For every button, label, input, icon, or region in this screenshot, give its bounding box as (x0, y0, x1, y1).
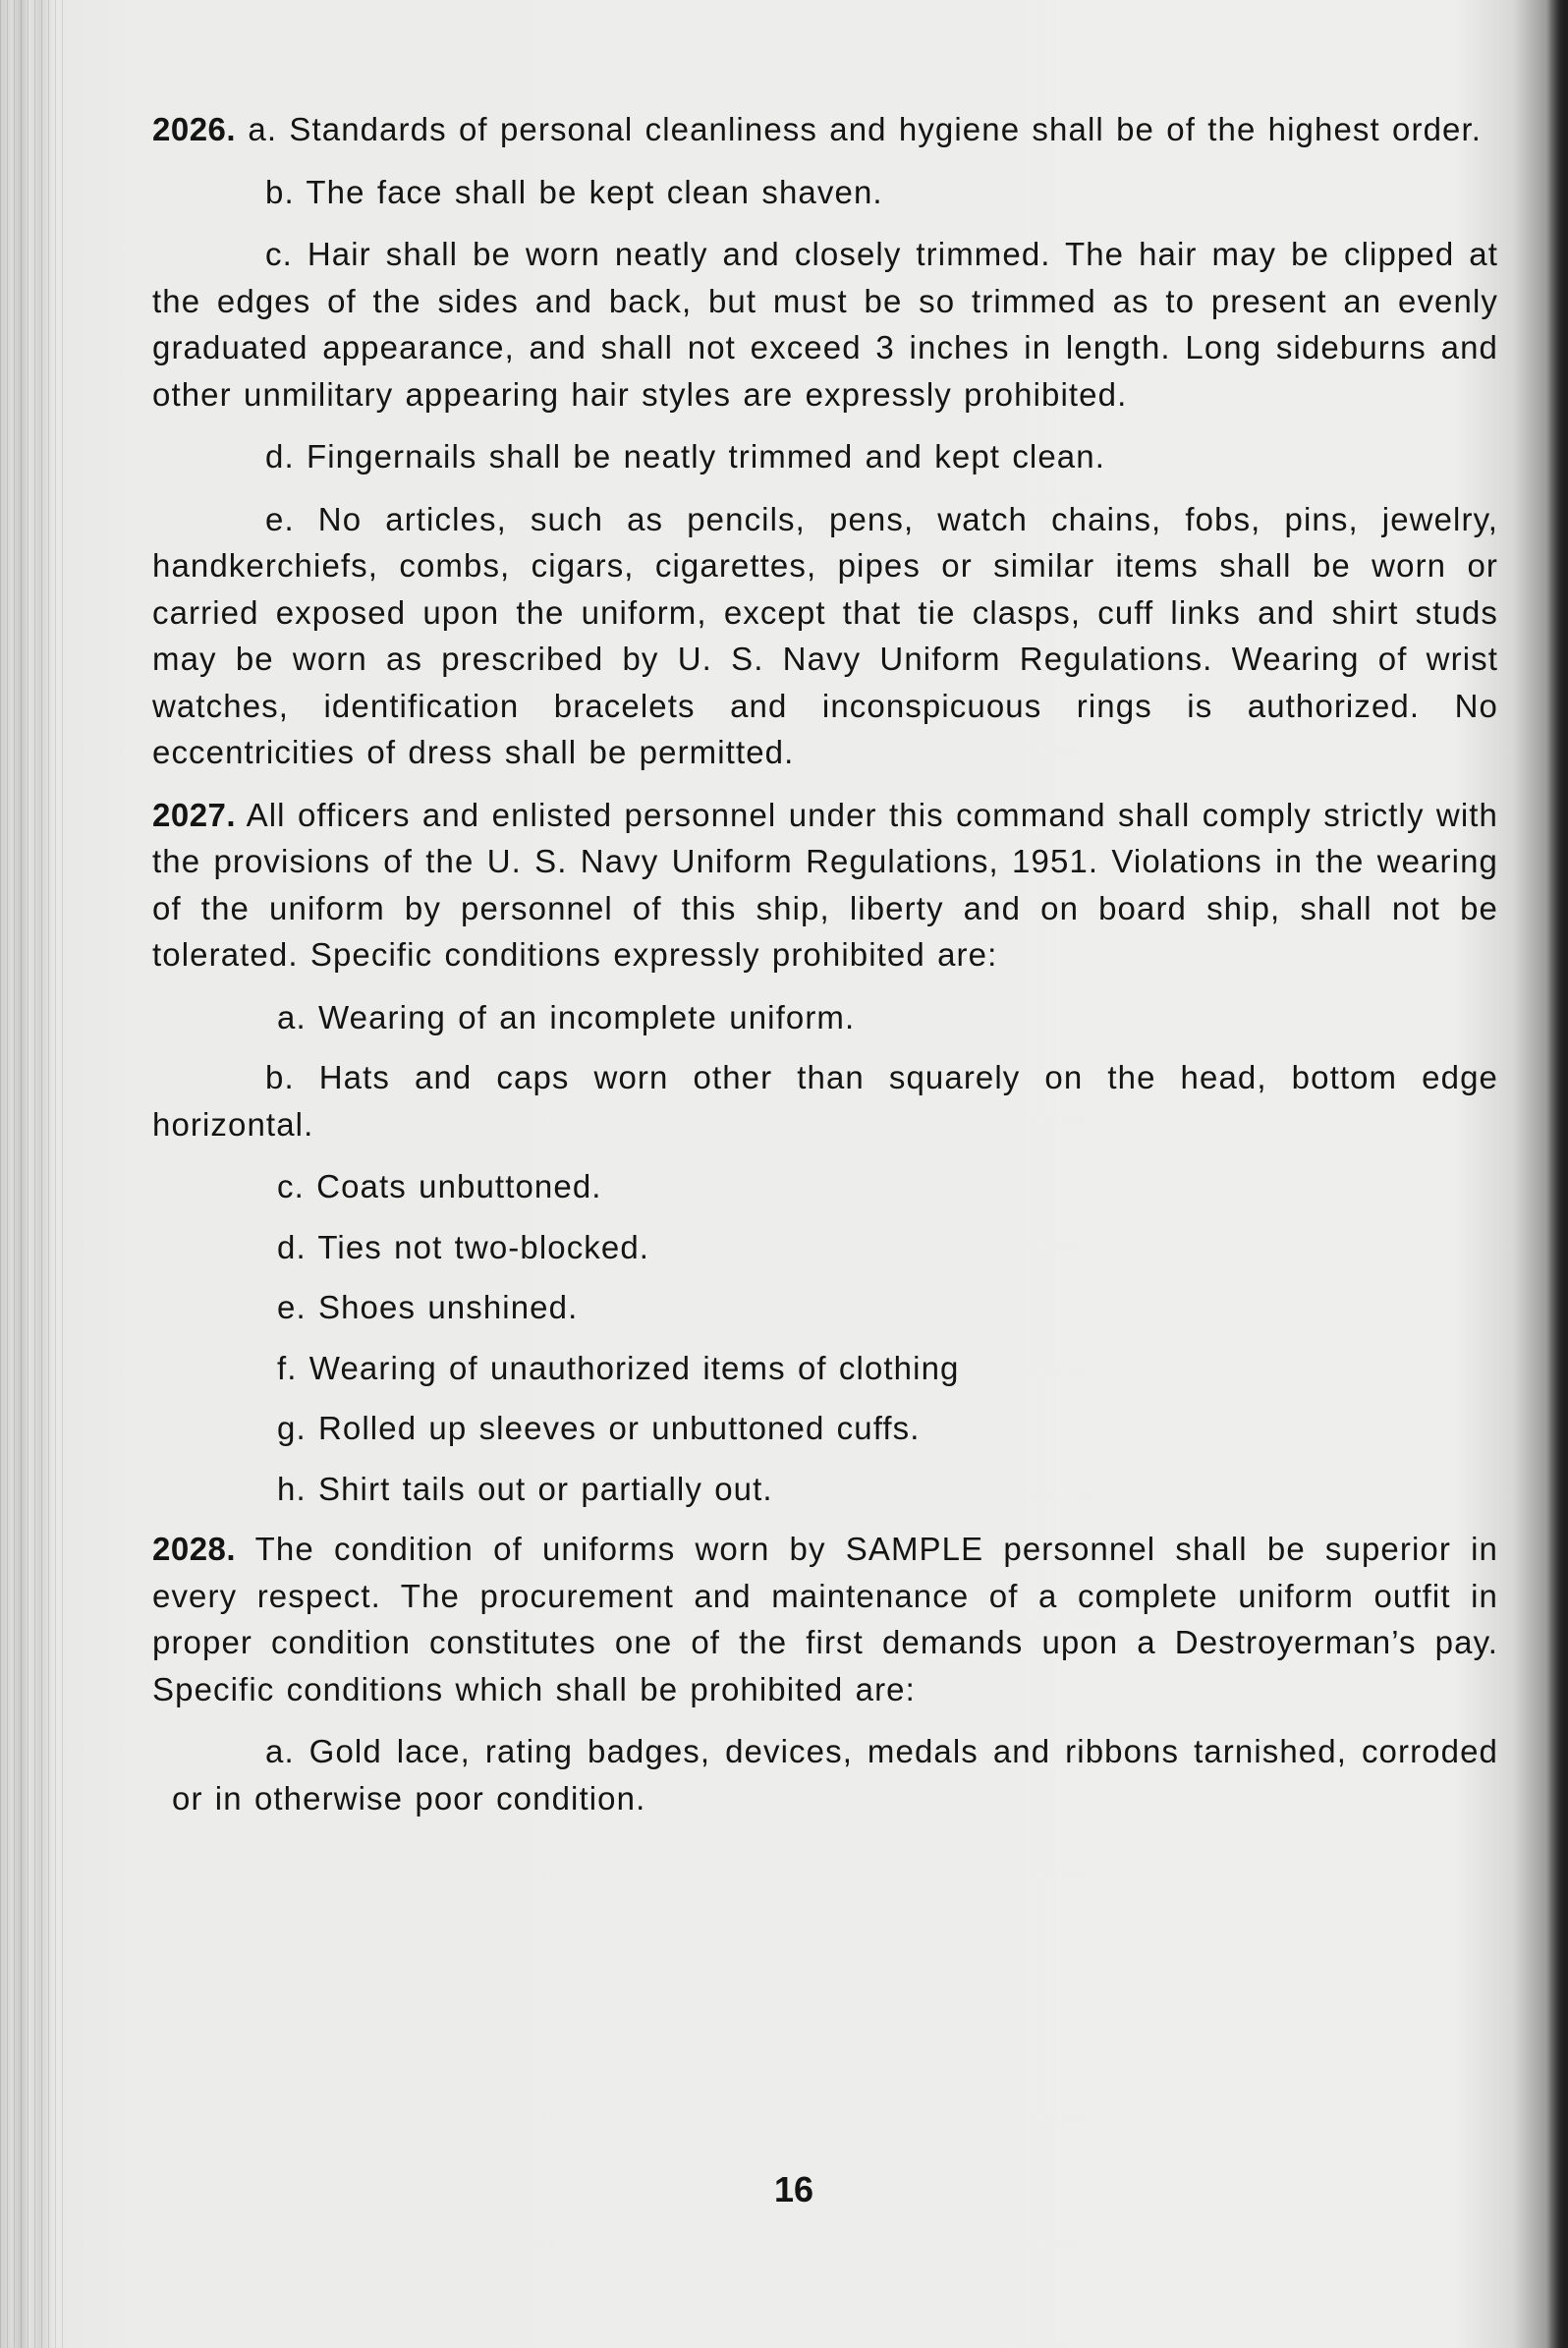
page-binding-shadow (1546, 0, 1568, 2348)
paragraph-2026-d: d. Fingernails shall be neatly trimmed and kept clean. (265, 438, 1105, 475)
paragraph-2026-c: c. Hair shall be worn neatly and closely trimmed. The hair may be clipped at the edges of the sides and back, but must be so trimmed as to present an evenly graduated appearance, and shall not exceed 3 inches in length. Long sideburns and other unmilitary appearing hair styles are expressly prohibited. (152, 236, 1498, 413)
page-number: 16 (774, 2169, 814, 2209)
paragraph-2027-intro (152, 792, 1498, 978)
paragraph-2026-b: b. The face shall be kept clean shaven. (265, 173, 883, 210)
list-item-2027-e: e. Shoes unshined. (277, 1289, 579, 1325)
paragraph-2028-intro (152, 1526, 1498, 1712)
section-number-2028: 2028. (152, 1531, 237, 1567)
list-item-2027-d: d. Ties not two-blocked. (277, 1228, 650, 1265)
list-item-2027-h: h. Shirt tails out or partially out. (277, 1470, 773, 1507)
paragraph-2028-a: a. Gold lace, rating badges, devices, medals and ribbons tarnished, corroded or in otherwise poor condition. (172, 1733, 1498, 1817)
list-item-2027-c: c. Coats unbuttoned. (277, 1168, 602, 1204)
document-body (152, 106, 1498, 1837)
list-item-2027-a: a. Wearing of an incomplete uniform. (277, 998, 856, 1035)
page-edge-stack (0, 0, 69, 2348)
paragraph-2026-a (152, 106, 1498, 153)
list-item-2027-b: b. Hats and caps worn other than squarely on the head, bottom edge horizontal. (152, 1059, 1498, 1143)
list-item-2027-g: g. Rolled up sleeves or unbuttoned cuffs. (277, 1410, 921, 1446)
list-item-2027-f: f. Wearing of unauthorized items of clothing (277, 1349, 960, 1386)
text-2026-a: a. Standards of personal cleanliness and hygiene shall be of the highest order. (248, 111, 1483, 147)
text-2027-intro: All officers and enlisted personnel under this command shall comply strictly with the provisions of the U. S. Navy Uniform Regulations, 1951. Violations in the wearing of the uniform by personnel of this ship, liberty and on board ship, shall not be tolerated. Specific conditions expressly prohibited are: (152, 796, 1498, 973)
paragraph-2026-e: e. No articles, such as pencils, pens, watch chains, fobs, pins, jewelry, handkerchiefs, combs, cigars, cigarettes, pipes or similar items shall be worn or carried exposed upon the uniform, except that tie clasps, cuff links and shirt studs may be worn as prescribed by U. S. Navy Uniform Regulations. Wearing of wrist watches, identification bracelets and inconspicuous rings is authorized. No eccentricities of dress shall be permitted. (152, 500, 1498, 770)
text-2028-intro: The condition of uniforms worn by SAMPLE personnel shall be superior in every respect. The procurement and maintenance of a complete uniform outfit in proper condition constitutes one of the first demands upon a Destroyerman’s pay. Specific conditions which shall be prohibited are: (152, 1531, 1498, 1707)
section-number-2026: 2026. (152, 111, 237, 147)
section-number-2027: 2027. (152, 796, 237, 833)
